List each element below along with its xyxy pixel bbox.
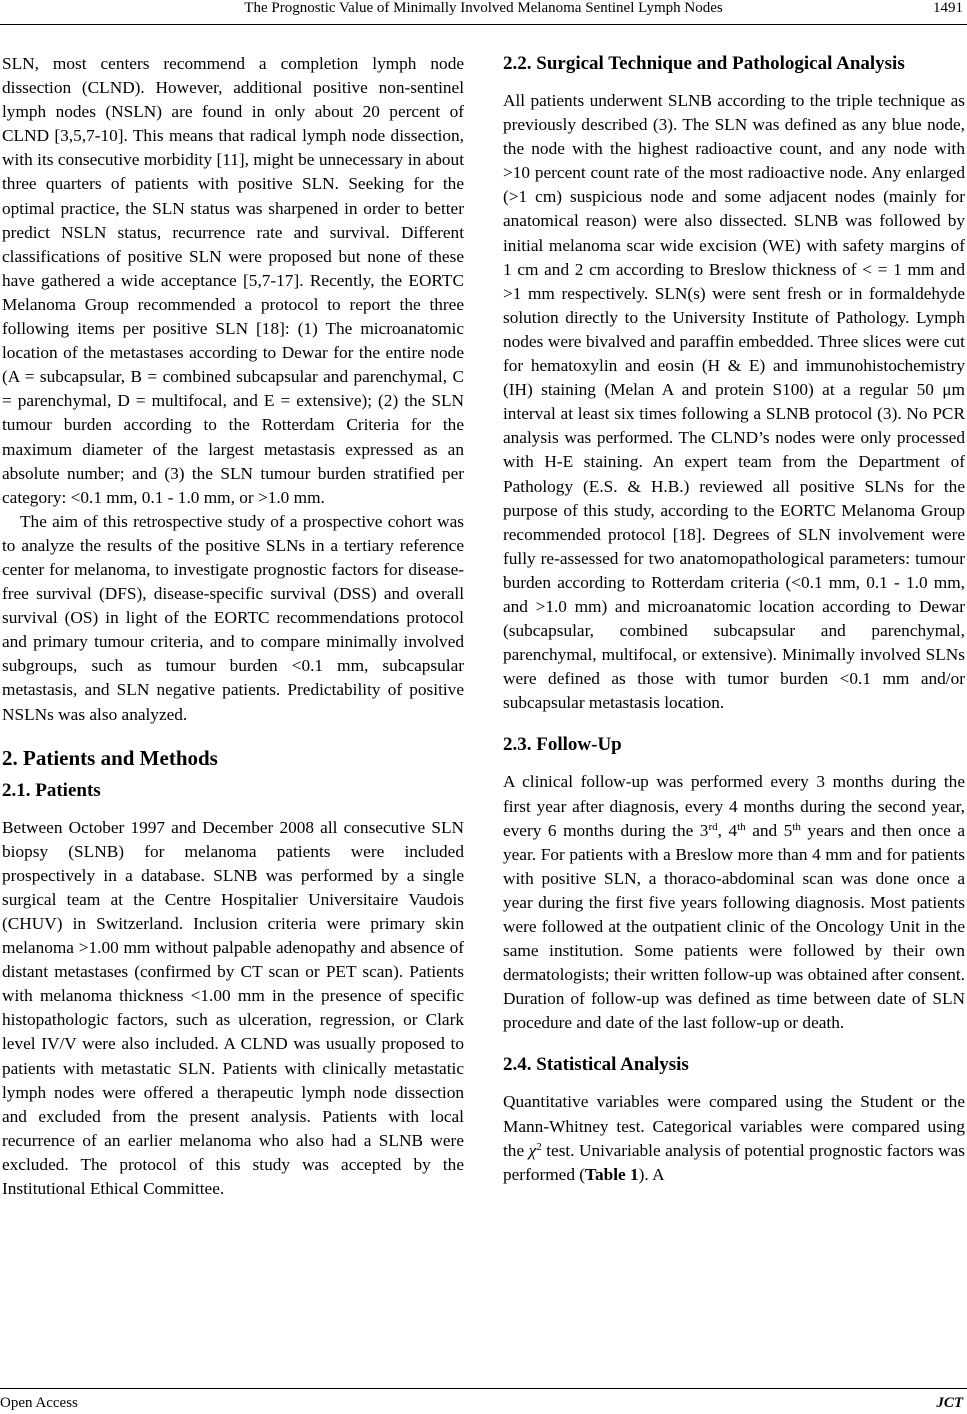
intro-paragraph-continued: SLN, most centers recommend a completion lymph node dissection (CLND). However, additional positive non-sentinel lymph nodes (NSLN) are found in only about 20 percent of CLND [3,5,7-10]. This means that radical lymph node dissection, with its consecutive morbidity [11], might be unnecessary in about three quarters of patients with positive SLN. Seeking for the optimal practice, the SLN status was sharpened in order to better predict NSLN status, recurrence rate and survival. Different classifications of positive SLN were proposed but none of these have gathered a wide acceptance [5,7-17]. Recently, the EORTC Melanoma Group recommended a protocol to report the three following items per positive SLN [18]: (1) The microanatomic location of the metastases according to Dewar for the entire node (A = subcapsular, B = combined subcapsular and parenchymal, C = parenchymal, D = multifocal, and E = extensive); (2) the SLN tumour burden according to the Rotterdam Criteria for the maximum diameter of the largest metastasis expressed as an absolute number; and (3) the SLN tumour burden stratified per category: <0.1 mm, 0.1 - 1.0 mm, or >1.0 mm. (2, 54, 464, 507)
chi-square-superscript: 2 (536, 1140, 542, 1153)
subsection-heading-patients: 2.1. Patients (2, 779, 101, 801)
follow-up-text-part: , 4 (717, 820, 738, 840)
subsection-heading-surgical-technique: 2.2. Surgical Technique and Pathological Analysis (503, 53, 905, 74)
follow-up-text-part: and 5 (745, 820, 793, 840)
statistics-text-part: test. Univariable analysis of potential prognostic factors was performed ( (503, 1140, 966, 1184)
follow-up-text-part: A clinical follow-up was performed every 3 months during the first year after diagnosis, every 4 months during the second year, every 6 months during the 3 (503, 772, 965, 840)
page-footer (0, 1388, 967, 1413)
statistics-text-part: Quantitative variables were compared using the Student or the Mann-Whitney test. Categorical variables were compared using the (503, 1092, 965, 1160)
ordinal-superscript: rd (708, 820, 718, 833)
left-column (2, 52, 464, 1201)
subsection-heading-statistical-analysis: 2.4. Statistical Analysis (503, 1054, 689, 1076)
running-title: The Prognostic Value of Minimally Involved Melanoma Sentinel Lymph Nodes (244, 0, 723, 16)
table-reference: Table 1 (585, 1164, 639, 1184)
patients-paragraph: Between October 1997 and December 2008 all consecutive SLN biopsy (SLNB) for melanoma patients were included prospectively in a database. SLNB was performed by a single surgical team at the Centre Hospitalier Universitaire Vaudois (CHUV) in Switzerland. Inclusion criteria were primary skin melanoma >1.00 mm without palpable adenopathy and absence of distant metastases (confirmed by CT scan or PET scan). Patients with melanoma thickness <1.00 mm in the presence of specific histopathologic factors, such as ulceration, regression, or Clark level IV/V were also included. A CLND was usually proposed to patients with metastatic SLN. Patients with clinically metastatic lymph nodes were offered a therapeutic lymph node dissection and excluded from the present analysis. Patients with local recurrence of an earlier melanoma who also had a SLNB were excluded. The protocol of this study was accepted by the Institutional Ethical Committee. (2, 817, 464, 1199)
subsection-heading-follow-up: 2.3. Follow-Up (503, 734, 622, 756)
section-heading-patients-methods: 2. Patients and Methods (2, 745, 218, 770)
study-aim-paragraph: The aim of this retrospective study of a prospective cohort was to analyze the results of the positive SLNs in a tertiary reference center for melanoma, to investigate prognostic factors for disease-free survival (DFS), disease-specific survival (DSS) and overall survival (OS) in light of the EORTC recommendations protocol and primary tumour criteria, and to compare minimally involved subgroups, such as tumour burden <0.1 mm, subcapsular metastasis, and SLN negative patients. Predictability of positive NSLNs was also analyzed. (2, 511, 464, 724)
statistical-analysis-paragraph (503, 1090, 965, 1186)
running-header (0, 0, 967, 25)
follow-up-paragraph (503, 770, 965, 1035)
ordinal-superscript: th (792, 820, 801, 833)
open-access-label: Open Access (0, 1395, 78, 1411)
ordinal-superscript: th (737, 820, 746, 833)
follow-up-text-part: years and then once a year. For patients with a Breslow more than 4 mm and for patients with positive SLN, a thoraco-abdominal scan was done once a year during the first five years following diagnosis. Most patients were followed at the outpatient clinic of the Oncology Unit in the same institution. Some patients were followed by their own dermatologists; their written follow-up was obtained after consent. Duration of follow-up was defined as time between date of SLN procedure and date of the last follow-up or death. (503, 820, 966, 1033)
right-column (503, 52, 965, 1187)
chi-symbol: χ (528, 1140, 537, 1160)
journal-abbreviation: JCT (936, 1395, 963, 1411)
statistics-text-part: ). A (638, 1164, 665, 1184)
surgical-technique-paragraph: All patients underwent SLNB according to the triple technique as previously described (3). The SLN was defined as any blue node, the node with the highest radioactive count, and any node with >10 percent count rate of the most radioactive node. Any enlarged (>1 cm) suspicious node and some adjacent nodes (mainly for anatomical reason) were also dissected. SLNB was followed by initial melanoma scar wide excision (WE) with safety margins of 1 cm and 2 cm according to Breslow thickness of < = 1 mm and >1 mm respectively. SLN(s) were sent fresh or in formaldehyde solution directly to the University Institute of Pathology. Lymph nodes were bivalved and paraffin embedded. Three slices were cut for hematoxylin and eosin (H & E) and immunohistochemistry (IH) staining (Melan A and protein S100) at a regular 50 μm interval at least six times following a SLNB protocol (3). No PCR analysis was performed. The CLND’s nodes were only processed with H-E staining. An expert team from the Department of Pathology (E.S. & H.B.) reviewed all positive SLNs for the purpose of this study, according to the EORTC Melanoma Group recommended protocol [18]. Degrees of SLN involvement were fully re-assessed for two anatomopathological parameters: tumour burden according to Rotterdam criteria (<0.1 mm, 0.1 - 1.0 mm, and >1.0 mm) and microanatomic location according to Dewar (subcapsular, combined subcapsular and parenchymal, parenchymal, multifocal, or extensive). Minimally involved SLNs were defined as those with tumor burden <0.1 mm and/or subcapsular metastasis location. (503, 91, 965, 713)
page-number: 1491 (933, 0, 963, 16)
